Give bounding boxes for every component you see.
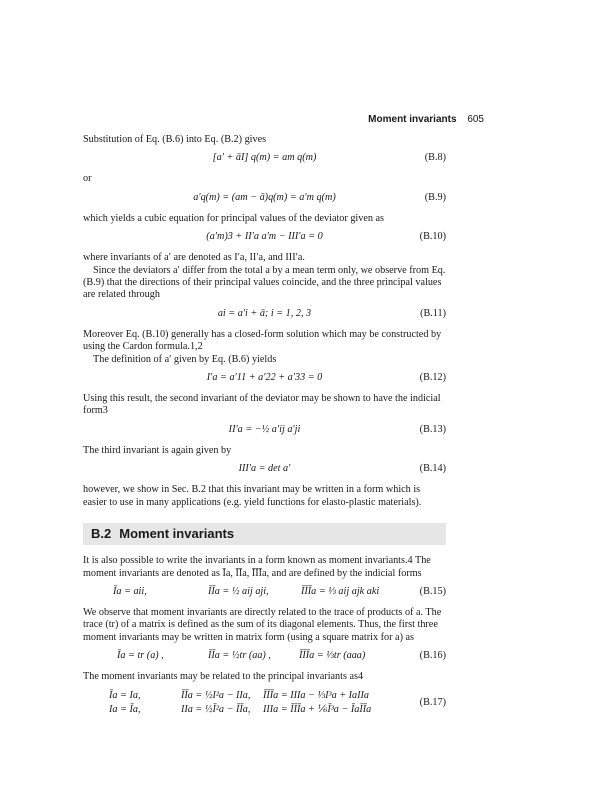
paragraph: where invariants of a′ are denoted as I′a, II′a, and III′a. xyxy=(83,252,305,264)
paragraph: The definition of a′ given by Eq. (B.6) yields xyxy=(93,353,277,365)
paragraph: We observe that moment invariants are directly related to the trace of products of a. The trace (tr) of a matrix is defined as the sum of its diagonal elements. Thus, the first three moment invariants may be written in matrix form (using a square matrix for a) as xyxy=(83,606,442,643)
paragraph: however, we show in Sec. B.2 that this invariant may be written in a form which is easier to use in many applications (e.g. yield functions for elasto-plastic materials). xyxy=(83,484,422,508)
equation-expression: a′q(m) = (am − ā)q(m) = a′m q(m) xyxy=(193,191,336,203)
equation-b11 xyxy=(83,308,446,323)
equation-number: (B.8) xyxy=(424,152,446,164)
equation-part: ĪĪĪa = ⅓tr (aaa) xyxy=(299,650,366,662)
equation-part: Īa = aii, xyxy=(113,585,147,597)
equation-row xyxy=(83,690,446,704)
equation-number: (B.15) xyxy=(419,585,446,597)
equation-expression: [a′ + āI] q(m) = am q(m) xyxy=(212,152,317,164)
running-header xyxy=(368,114,484,125)
paragraph: Using this result, the second invariant of the deviator may be shown to have the indicial form3 xyxy=(83,393,441,417)
equation-part: IIa = ½Ī²a − ĪĪa, xyxy=(181,703,251,715)
equation-part: Īa = Ia, xyxy=(109,689,141,701)
equation-expression: II′a = −½ a′ij a′ji xyxy=(228,423,301,435)
equation-b15 xyxy=(83,586,446,601)
equation-part: IIIa = ĪĪĪa + ⅙Ī³a − ĪaĪĪa xyxy=(263,703,372,715)
section-heading xyxy=(83,523,446,545)
page-number: 605 xyxy=(467,114,484,125)
equation-b16 xyxy=(83,650,446,665)
equation-number: (B.12) xyxy=(419,372,446,384)
equation-number: (B.9) xyxy=(424,191,446,203)
paragraph: Substitution of Eq. (B.6) into Eq. (B.2) gives xyxy=(83,134,267,145)
page-body xyxy=(83,134,446,724)
equation-part: ĪĪĪa = IIIa − ⅓I³a + IaIIa xyxy=(263,689,369,701)
equation-expression: (a′m)3 + II′a a′m − III′a = 0 xyxy=(206,231,323,243)
paragraph: It is also possible to write the invariants in a form known as moment invariants.4 The moment invariants are denoted as Īa, ĪĪa, ĪĪĪa, and are defined by the indicial forms xyxy=(83,555,431,579)
equation-b12 xyxy=(83,372,446,387)
equation-part: ĪĪa = ½tr (aa) , xyxy=(208,650,271,662)
paragraph: The moment invariants may be related to the principal invariants as4 xyxy=(83,671,364,683)
equation-part: ĪĪĪa = ⅓ aij ajk aki xyxy=(301,585,380,597)
equation-expression: I′a = a′11 + a′22 + a′33 = 0 xyxy=(206,372,323,384)
equation-number: (B.11) xyxy=(420,307,446,319)
equation-number: (B.16) xyxy=(419,650,446,662)
section-number: B.2 xyxy=(91,525,112,541)
equation-expression: III′a = det a′ xyxy=(238,463,291,475)
paragraph: Moreover Eq. (B.10) generally has a closed-form solution which may be constructed by using the Cardon formula.1,2 xyxy=(83,328,442,353)
equation-b9 xyxy=(83,192,446,207)
equation-expression: ai = a′i + ā; i = 1, 2, 3 xyxy=(217,307,312,319)
equation-b13 xyxy=(83,424,446,439)
equation-part: Ia = Īa, xyxy=(109,703,141,715)
running-title: Moment invariants xyxy=(368,114,457,125)
equation-number: (B.13) xyxy=(419,423,446,435)
equation-b14 xyxy=(83,463,446,478)
equation-number: (B.17) xyxy=(419,696,446,708)
paragraph: The third invariant is again given by xyxy=(83,444,232,456)
equation-part: Īa = tr (a) , xyxy=(117,650,164,662)
equation-number: (B.14) xyxy=(419,463,446,475)
equation-part: ĪĪa = ½I²a − IIa, xyxy=(181,689,251,701)
paragraph: Since the deviators a′ differ from the total a by a mean term only, we observe from Eq. (B.9) that the directions of their principal values coincide, and the three principal values are related through xyxy=(83,264,446,301)
section-title: Moment invariants xyxy=(119,525,235,541)
equation-b10 xyxy=(83,231,446,246)
paragraph: or xyxy=(83,173,92,185)
equation-part: ĪĪa = ½ aij aji, xyxy=(208,585,269,597)
equation-b8 xyxy=(83,152,446,167)
equation-number: (B.10) xyxy=(419,231,446,243)
equation-row xyxy=(83,704,446,718)
equation-b17 xyxy=(83,690,446,718)
paragraph: which yields a cubic equation for principal values of the deviator given as xyxy=(83,212,384,224)
